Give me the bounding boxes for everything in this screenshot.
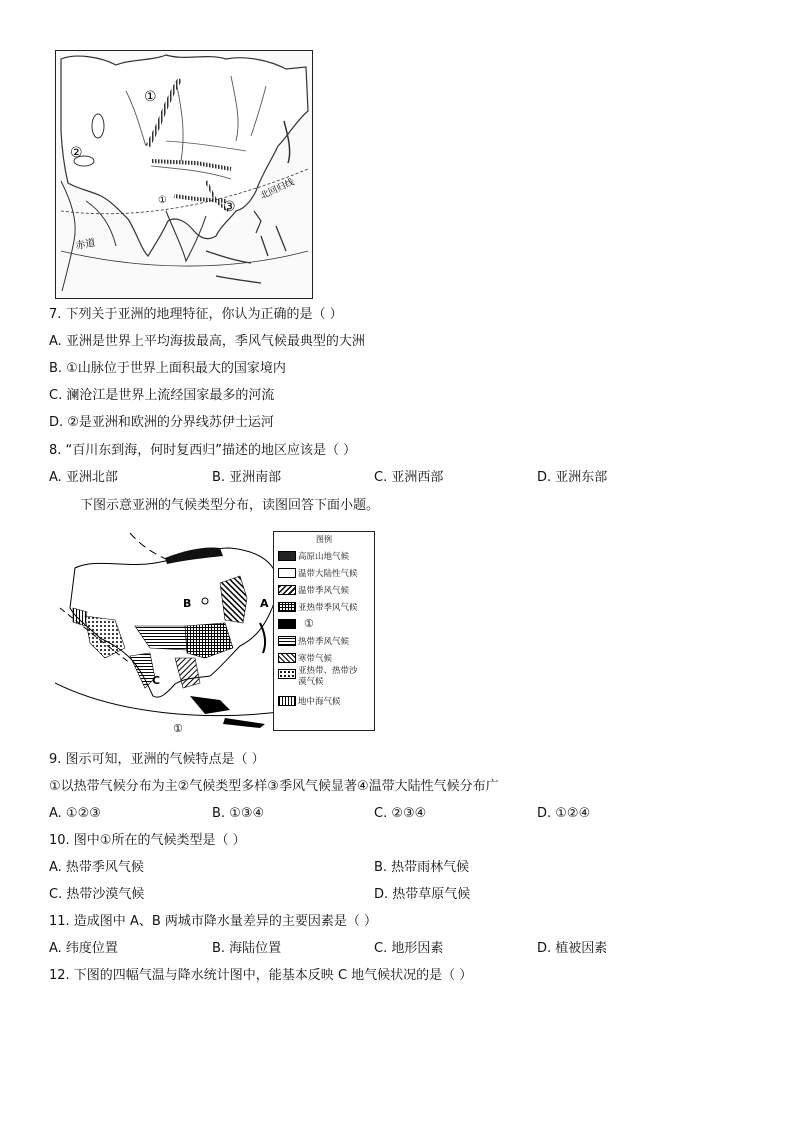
map2-label-circled-1: ①: [173, 722, 183, 735]
q11-option-b[interactable]: B. 海陆位置: [212, 941, 282, 956]
city-b-label: B: [183, 597, 192, 610]
q7-stem: 7. 下列关于亚洲的地理特征，你认为正确的是（ ）: [49, 307, 343, 322]
q9-option-a[interactable]: A. ①②③: [49, 806, 101, 821]
legend-item: [274, 547, 374, 564]
q10-option-a[interactable]: A. 热带季风气候: [49, 860, 144, 875]
map1-label-2: ②: [70, 145, 83, 161]
city-a-label: A: [260, 597, 269, 610]
q7-option-b[interactable]: B. ①山脉位于世界上面积最大的国家境内: [49, 361, 286, 376]
q9-option-d[interactable]: D. ①②④: [537, 806, 591, 821]
q8-option-c[interactable]: C. 亚洲西部: [374, 470, 444, 485]
legend-item: [274, 615, 374, 632]
q11-option-c[interactable]: C. 地形因素: [374, 941, 444, 956]
q10-option-c[interactable]: C. 热带沙漠气候: [49, 887, 145, 902]
asia-physical-map-drawing: [56, 51, 312, 298]
legend-label: 热带季风气候: [298, 636, 350, 647]
legend-item: [274, 649, 374, 666]
q12-stem: 12. 下图的四幅气温与降水统计图中，能基本反映 C 地气候状况的是（ ）: [49, 968, 473, 983]
legend-swatch: [278, 602, 296, 612]
asia-physical-map: [55, 50, 313, 299]
climate-legend: [273, 531, 375, 731]
legend-item: [274, 632, 374, 649]
q11-option-a[interactable]: A. 纬度位置: [49, 941, 118, 956]
map1-label-1: ①: [144, 89, 157, 105]
q10-option-d[interactable]: D. 热带草原气候: [374, 887, 471, 902]
section-intro: 下图示意亚洲的气候类型分布，读图回答下面小题。: [80, 498, 380, 513]
legend-swatch: [278, 585, 296, 595]
q8-option-d[interactable]: D. 亚洲东部: [537, 470, 608, 485]
legend-label: 寒带气候: [298, 653, 333, 664]
q8-option-a[interactable]: A. 亚洲北部: [49, 470, 118, 485]
legend-label: 温带大陆性气候: [298, 568, 358, 579]
legend-item: [274, 564, 374, 581]
q7-option-a[interactable]: A. 亚洲是世界上平均海拔最高，季风气候最典型的大洲: [49, 334, 365, 349]
q10-option-b[interactable]: B. 热带雨林气候: [374, 860, 470, 875]
legend-item: [274, 692, 374, 709]
legend-label: 温带季风气候: [298, 585, 350, 596]
legend-swatch: [278, 568, 296, 578]
legend-label: 亚热带季风气候: [298, 602, 358, 613]
legend-label: 地中海气候: [298, 696, 341, 707]
q9-option-c[interactable]: C. ②③④: [374, 806, 427, 821]
asia-landmass: [61, 55, 308, 256]
legend-swatch: [278, 653, 296, 663]
legend-item: [274, 598, 374, 615]
q9-option-b[interactable]: B. ①③④: [212, 806, 265, 821]
tropic-of-cancer-label: 北回归线: [259, 177, 296, 202]
q9-stem: 9. 图示可知，亚洲的气候特点是（ ）: [49, 752, 265, 767]
q10-stem: 10. 图中①所在的气候类型是（ ）: [49, 833, 246, 848]
q7-option-c[interactable]: C. 澜沧江是世界上流经国家最多的河流: [49, 388, 275, 403]
q11-stem: 11. 造成图中 A、B 两城市降水量差异的主要因素是（ ）: [49, 914, 378, 929]
q11-option-d[interactable]: D. 植被因素: [537, 941, 608, 956]
legend-swatch: [278, 551, 296, 561]
legend-title: 图例: [316, 535, 332, 544]
legend-swatch: [278, 696, 296, 706]
q8-option-b[interactable]: B. 亚洲南部: [212, 470, 282, 485]
q9-statements: ①以热带气候分布为主②气候类型多样③季风气候显著④温带大陆性气候分布广: [49, 779, 499, 794]
map1-label-3: ③: [223, 199, 236, 215]
q7-option-d[interactable]: D. ②是亚洲和欧洲的分界线苏伊士运河: [49, 415, 274, 430]
legend-swatch: [278, 669, 296, 679]
equator-label: 赤道: [74, 237, 97, 252]
legend-item: [274, 666, 374, 692]
map1-label-small-1: ①: [158, 195, 167, 206]
legend-label: 亚热带、热带沙漠气候: [298, 666, 358, 687]
region-c-label: C: [152, 674, 161, 687]
legend-swatch: [278, 619, 296, 629]
legend-label: 高原山地气候: [298, 551, 350, 562]
legend-label: ①: [304, 617, 314, 630]
legend-item: [274, 581, 374, 598]
legend-swatch: [278, 636, 296, 646]
q8-stem: 8. “百川东到海，何时复西归”描述的地区应该是（ ）: [49, 443, 357, 458]
